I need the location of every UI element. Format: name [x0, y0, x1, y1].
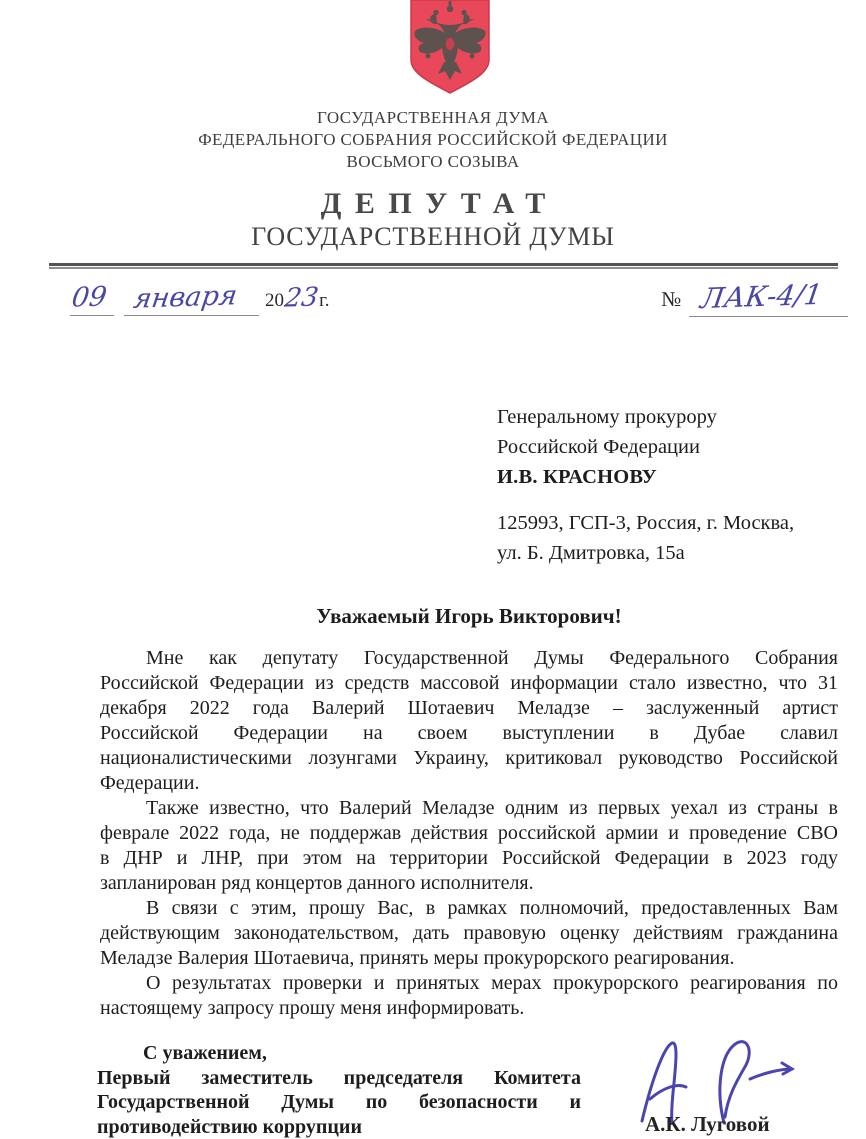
org-name-line2: ФЕДЕРАЛЬНОГО СОБРАНИЯ РОССИЙСКОЙ ФЕДЕРАЦИИ [198, 130, 668, 149]
letterhead-divider-rule [49, 263, 838, 269]
reference-row [69, 277, 848, 317]
body-line: Мне как депутату Государственной Думы Федерального Собрания [146, 647, 838, 669]
year-suffix-printed: г. [319, 290, 330, 311]
paragraph-3 [100, 896, 838, 971]
russia-coat-of-arms-icon [404, 0, 496, 96]
body-line: Российской Федерации на своем выступлении в Дубае славил [100, 722, 838, 744]
body-line: декабря 2022 года Валерий Шотаевич Меладзе – заслуженный артист [100, 697, 838, 719]
signer-name: А.К. Луговой [645, 1112, 770, 1136]
closing-regards: С уважением, [143, 1042, 267, 1064]
deputy-title-line2: ГОСУДАРСТВЕННОЙ ДУМЫ [251, 222, 615, 251]
date-day-handwritten: 09 [70, 282, 114, 316]
body-line: в ДНР и ЛНР, при этом на территории Российской Федерации в 2023 году [100, 847, 838, 869]
body-line: Федерации. [100, 772, 200, 794]
body-line: Меладзе Валерия Шотаевича, принять меры прокурорского реагирования. [100, 947, 735, 969]
body-line: националистическими лозунгами Украину, критиковал руководство Российской [100, 747, 838, 769]
org-name-line3: ВОСЬМОГО СОЗЫВА [346, 152, 520, 171]
number-label: № [661, 287, 682, 311]
body-line: О результатах проверки и принятых мерах прокурорского реагирования по [146, 972, 838, 994]
paragraph-1 [100, 646, 838, 796]
closing-block [97, 1041, 581, 1139]
year-prefix-printed: 20 [265, 290, 284, 311]
date-group [70, 282, 330, 316]
deputy-title-line1: ДЕПУТАТ [320, 187, 559, 220]
number-value-handwritten: ЛАК-4/1 [689, 280, 848, 317]
paragraph-4 [100, 971, 838, 1021]
addressee-line2: Российской Федерации [497, 436, 700, 458]
addressee-line1: Генеральному прокурору [497, 406, 717, 428]
addressee-block [497, 402, 794, 568]
body-line: настоящему запросу прошу меня информировать. [100, 997, 525, 1019]
body-line: В связи с этим, прошу Вас, в рамках полномочий, предоставленных Вам [146, 897, 838, 919]
body-line: Также известно, что Валерий Меладзе одним из первых уехал из страны в [146, 797, 838, 819]
letterhead [0, 107, 866, 252]
letter-body [100, 646, 838, 1021]
body-line: Российской Федерации из средств массовой информации стало известно, что 31 [100, 672, 838, 694]
body-line: действующим законодательством, дать правовую оценку действиям гражданина [100, 922, 838, 944]
paragraph-2 [100, 796, 838, 896]
signer-position-line2: Государственной Думы по безопасности и [97, 1091, 581, 1114]
signer-position-line1: Первый заместитель председателя Комитета [97, 1066, 581, 1089]
addressee-postal-line2: ул. Б. Дмитровка, 15а [497, 542, 685, 564]
org-name-line1: ГОСУДАРСТВЕННАЯ ДУМА [317, 108, 549, 127]
date-month-handwritten: января [124, 282, 259, 316]
addressee-name: И.В. КРАСНОВУ [497, 466, 657, 488]
date-year-handwritten: 23 [282, 282, 321, 314]
salutation: Уважаемый Игорь Викторович! [316, 604, 622, 628]
number-group [661, 277, 848, 317]
body-line: феврале 2022 года, не поддержав действия российской армии и проведение СВО [100, 822, 838, 844]
body-line: запланирован ряд концертов данного исполнителя. [100, 872, 534, 894]
handwritten-signature-icon [612, 1028, 832, 1124]
addressee-postal-line1: 125993, ГСП-3, Россия, г. Москва, [497, 512, 795, 534]
signer-position-line3: противодействию коррупции [97, 1115, 362, 1138]
